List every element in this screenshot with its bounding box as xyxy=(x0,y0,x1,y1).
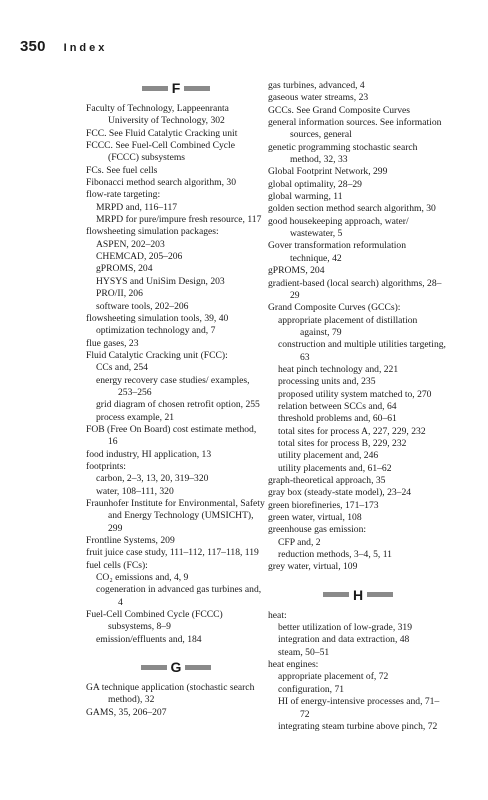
index-subentry: reduction methods, 3–4, 5, 11 xyxy=(278,549,392,561)
letter-heading xyxy=(268,587,448,603)
index-entry: Frontline Systems, 209 xyxy=(86,535,175,547)
index-subentry: proposed utility system matched to, 270 xyxy=(278,388,432,400)
letter-heading xyxy=(86,80,266,96)
index-entry: Faculty of Technology, Lappeenranta University of Technology, 302 xyxy=(86,103,229,127)
index-entry: graph-theoretical approach, 35 xyxy=(268,475,386,486)
index-entry: Global Footprint Network, 299 xyxy=(268,166,388,178)
index-entry: grey water, virtual, 109 xyxy=(268,561,358,573)
letter-heading xyxy=(86,659,266,675)
index-subentry: ASPEN, 202–203 xyxy=(96,238,165,250)
index-subentry: CO₂ emissions and, 4, 9 xyxy=(96,572,189,584)
index-entry: greenhouse gas emission: xyxy=(268,524,367,536)
index-entry: Grand Composite Curves (GCCs): xyxy=(268,302,401,314)
page-number: 350 xyxy=(20,38,46,55)
index-entry: gaseous water streams, 23 xyxy=(268,92,369,104)
index-entry: fruit juice case study, 111–112, 117–118, 119 xyxy=(86,547,259,559)
index-subentry: energy recovery case studies/ examples, 253–256 xyxy=(96,374,250,398)
index-subentry: integration and data extraction, 48 xyxy=(278,634,410,646)
index-column-left xyxy=(86,80,266,719)
index-subentry: cogeneration in advanced gas turbines and, 4 xyxy=(96,584,262,608)
letter-rule xyxy=(141,665,167,670)
section-title: Index xyxy=(63,42,108,54)
letter-label: F xyxy=(171,80,181,96)
index-entry: Fuel-Cell Combined Cycle (FCCC) subsystems, 8–9 xyxy=(86,609,223,633)
index-subentry: software tools, 202–206 xyxy=(96,300,189,312)
index-entry: golden section method search algorithm, 30 xyxy=(268,203,436,215)
index-entry: Fraunhofer Institute for Environmental, Safety and Energy Technology (UMSICHT), 299 xyxy=(86,498,265,534)
index-entry: genetic programming stochastic search method, 32, 33 xyxy=(268,141,418,166)
index-entry: green biorefineries, 171–173 xyxy=(268,499,379,511)
index-subentry: gPROMS, 204 xyxy=(96,263,153,275)
index-entry: FCC. See Fluid Catalytic Cracking unit xyxy=(86,127,238,139)
index-subentry: appropriate placement of, 72 xyxy=(278,671,389,683)
index-entry: fuel cells (FCs): xyxy=(86,559,148,571)
index-entry: gPROMS, 204 xyxy=(268,265,325,277)
index-entry: FOB (Free On Board) cost estimate method, 16 xyxy=(86,423,257,448)
index-entry: good housekeeping approach, water/ wastewater, 5 xyxy=(268,215,409,240)
letter-rule xyxy=(142,86,168,91)
index-entry: flowsheeting simulation packages: xyxy=(86,226,219,238)
index-entry: gray box (steady-state model), 23–24 xyxy=(268,487,412,499)
index-subentry: optimization technology and, 7 xyxy=(96,325,216,337)
index-entry: FCs. See fuel cells xyxy=(86,164,158,176)
index-subentry: utility placements and, 61–62 xyxy=(278,462,392,474)
index-entry: gas turbines, advanced, 4 xyxy=(268,80,365,91)
index-subentry: total sites for process B, 229, 232 xyxy=(278,437,407,449)
index-subentry: heat pinch technology and, 221 xyxy=(278,363,399,375)
index-subentry: PRO/II, 206 xyxy=(96,288,143,300)
index-subentry: grid diagram of chosen retrofit option, 255 xyxy=(96,399,260,411)
index-entry: general information sources. See information sources, general xyxy=(268,117,442,141)
index-subentry: MRPD for pure/impure fresh resource, 117 xyxy=(96,214,262,226)
index-subentry: HYSYS and UniSim Design, 203 xyxy=(96,275,225,287)
index-subentry: CHEMCAD, 205–206 xyxy=(96,251,183,263)
index-entry: GAMS, 35, 206–207 xyxy=(86,706,167,718)
index-subentry: HI of energy-intensive processes and, 71–72 xyxy=(278,696,440,720)
index-entry: green water, virtual, 108 xyxy=(268,512,362,524)
letter-rule xyxy=(185,665,211,670)
index-entry: flowsheeting simulation tools, 39, 40 xyxy=(86,312,229,324)
index-entry: Fibonacci method search algorithm, 30 xyxy=(86,177,236,189)
index-subentry: processing units and, 235 xyxy=(278,376,376,388)
letter-rule xyxy=(184,86,210,91)
index-subentry: appropriate placement of distillation against, 79 xyxy=(278,314,418,338)
index-entry: heat engines: xyxy=(268,659,319,671)
index-subentry: carbon, 2–3, 13, 20, 319–320 xyxy=(96,473,209,485)
index-entry: GCCs. See Grand Composite Curves xyxy=(268,104,411,116)
index-subentry: relation between SCCs and, 64 xyxy=(278,400,397,412)
index-entry: Fluid Catalytic Cracking unit (FCC): xyxy=(86,349,228,361)
letter-rule xyxy=(367,592,393,597)
index-entry: global warming, 11 xyxy=(268,191,343,203)
index-entry: GA technique application (stochastic search method), 32 xyxy=(86,682,255,706)
index-subentry: process example, 21 xyxy=(96,411,175,423)
index-subentry: CCs and, 254 xyxy=(96,362,148,374)
letter-rule xyxy=(323,592,349,597)
index-subentry: steam, 50–51 xyxy=(278,646,330,658)
page-header xyxy=(20,38,107,56)
index-subentry: utility placement and, 246 xyxy=(278,450,379,462)
index-entry: Gover transformation reformulation technique, 42 xyxy=(268,240,406,264)
index-subentry: better utilization of low-grade, 319 xyxy=(278,622,413,634)
index-subentry: integrating steam turbine above pinch, 72 xyxy=(278,720,438,732)
index-entry: gradient-based (local search) algorithms, 28–29 xyxy=(268,277,442,301)
index-subentry: total sites for process A, 227, 229, 232 xyxy=(278,425,426,437)
index-column-right xyxy=(268,80,448,733)
index-subentry: construction and multiple utilities targeting, 63 xyxy=(278,339,446,363)
index-entry: flow-rate targeting: xyxy=(86,189,161,201)
index-subentry: threshold problems and, 60–61 xyxy=(278,413,397,425)
index-subentry: water, 108–111, 320 xyxy=(96,485,174,497)
index-entry: global optimality, 28–29 xyxy=(268,178,362,190)
index-subentry: emission/effluents and, 184 xyxy=(96,633,202,645)
index-subentry: MRPD and, 116–117 xyxy=(96,201,178,213)
index-subentry: CFP and, 2 xyxy=(278,536,321,548)
index-entry: flue gases, 23 xyxy=(86,337,139,349)
letter-label: H xyxy=(352,586,364,603)
index-entry: heat: xyxy=(268,609,287,621)
index-entry: footprints: xyxy=(86,460,126,472)
index-subentry: configuration, 71 xyxy=(278,683,345,695)
index-entry: food industry, HI application, 13 xyxy=(86,448,212,460)
index-entry: FCCC. See Fuel-Cell Combined Cycle (FCCC) subsystems xyxy=(86,140,235,164)
letter-label: G xyxy=(170,659,182,676)
